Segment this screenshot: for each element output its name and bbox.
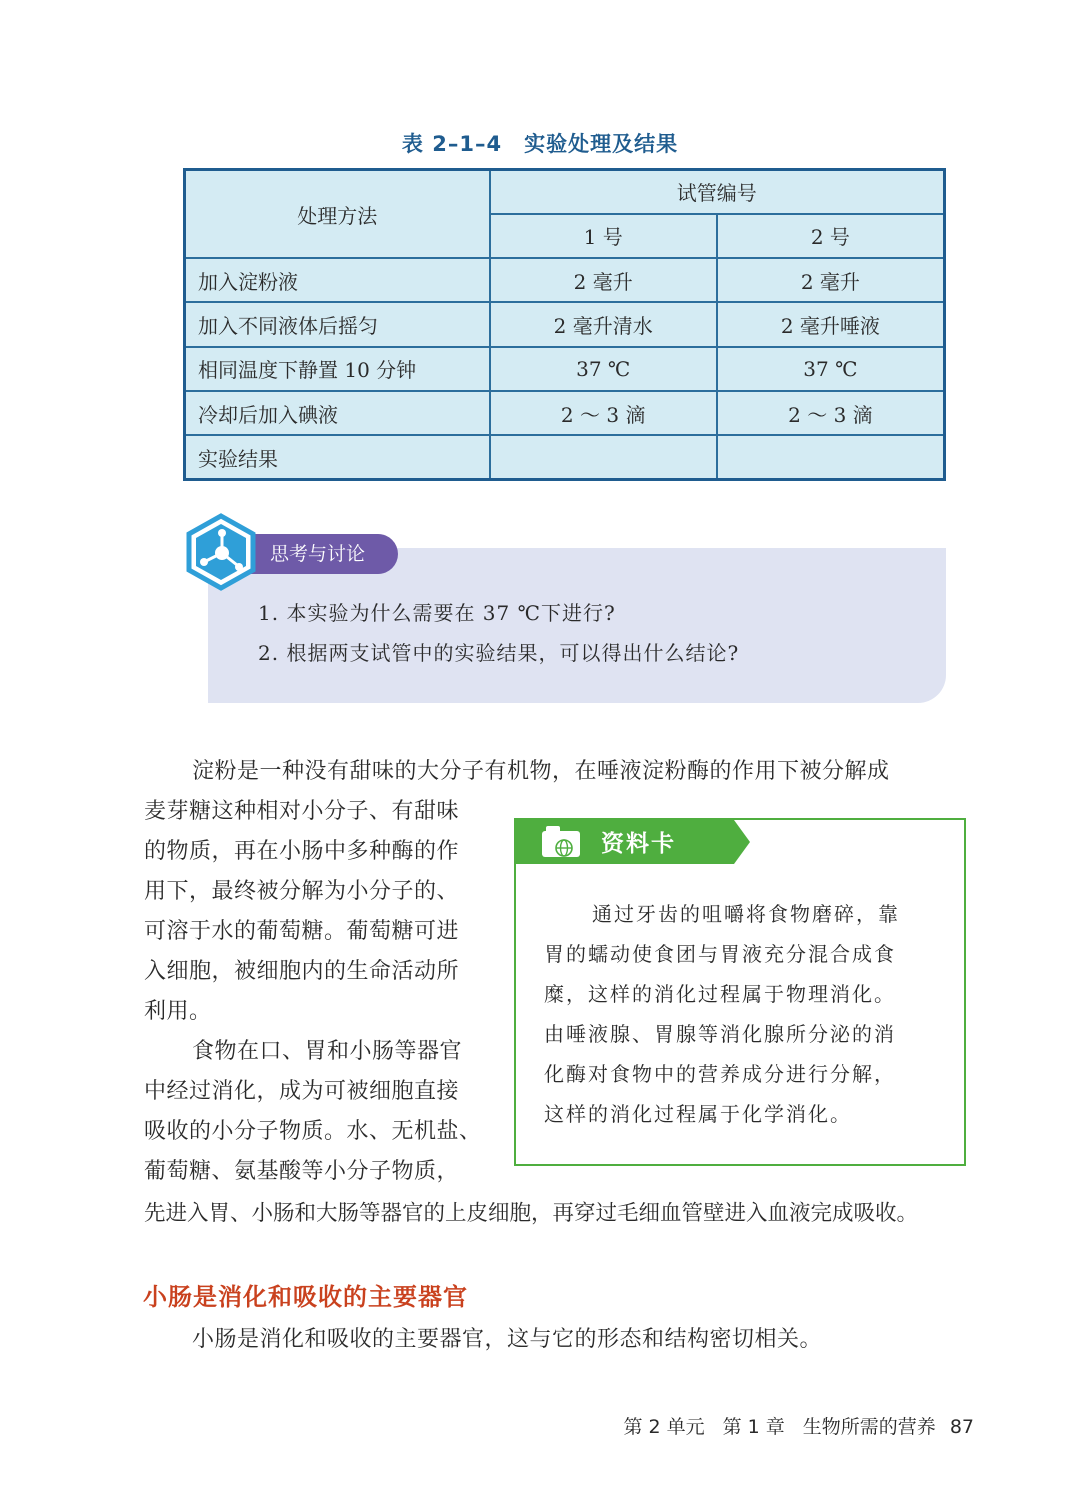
table-caption-title: 实验处理及结果 <box>524 132 679 156</box>
row-method: 冷却后加入碘液 <box>185 391 490 435</box>
body-line: 先进入胃、小肠和大肠等器官的上皮细胞，再穿过毛细血管壁进入血液完成吸收。 <box>144 1201 919 1226</box>
body-line: 用下，最终被分解为小分子的、 <box>144 879 460 904</box>
info-card-title: 资料卡 <box>601 831 676 857</box>
row-method: 相同温度下静置 10 分钟 <box>185 347 490 391</box>
page-footer <box>605 1412 974 1439</box>
body-line: 食物在口、胃和小肠等器官 <box>192 1039 463 1064</box>
row-method: 加入不同液体后摇匀 <box>185 302 490 346</box>
discussion-title: 思考与讨论 <box>246 534 398 574</box>
globe-icon <box>552 836 576 860</box>
row-tube2: 2 毫升唾液 <box>717 302 945 346</box>
table-caption <box>0 128 1080 158</box>
body-line: 吸收的小分子物质。水、无机盐、 <box>144 1119 482 1144</box>
row-tube1 <box>490 435 717 479</box>
info-card-line: 通过牙齿的咀嚼将食物磨碎，靠 <box>592 902 900 926</box>
info-card-line: 这样的消化过程属于化学消化。 <box>544 1102 852 1126</box>
footer-title: 生物所需的营养 <box>802 1416 936 1438</box>
body-line: 的物质，再在小肠中多种酶的作 <box>144 839 460 864</box>
row-tube1: 2 毫升 <box>490 258 717 302</box>
table-row <box>185 435 945 479</box>
row-method: 加入淀粉液 <box>185 258 490 302</box>
row-tube2: 2 毫升 <box>717 258 945 302</box>
footer-chapter: 第 1 章 <box>722 1416 785 1438</box>
body-line: 中经过消化，成为可被细胞直接 <box>144 1079 460 1104</box>
row-tube2: 37 ℃ <box>717 347 945 391</box>
body-line: 葡萄糖、氨基酸等小分子物质， <box>144 1159 460 1184</box>
discussion-question: 2. 根据两支试管中的实验结果，可以得出什么结论? <box>258 641 740 665</box>
table-header-row <box>185 170 945 214</box>
experiment-table <box>183 168 946 481</box>
body-line: 可溶于水的葡萄糖。葡萄糖可进 <box>144 919 460 944</box>
header-tube2: 2 号 <box>717 214 945 258</box>
footer-unit: 第 2 单元 <box>623 1416 705 1438</box>
row-tube2: 2 ～ 3 滴 <box>717 391 945 435</box>
header-method: 处理方法 <box>185 170 490 259</box>
row-tube1: 2 ～ 3 滴 <box>490 391 717 435</box>
table-row <box>185 347 945 391</box>
discussion-question: 1. 本实验为什么需要在 37 ℃下进行? <box>258 601 616 625</box>
info-card-line: 化酶对食物中的营养成分进行分解， <box>544 1062 896 1086</box>
body-line: 利用。 <box>144 999 212 1024</box>
table-caption-number: 表 2–1–4 <box>401 132 503 156</box>
header-tube-group: 试管编号 <box>490 170 945 214</box>
info-card-line: 由唾液腺、胃腺等消化腺所分泌的消 <box>544 1022 896 1046</box>
body-line: 入细胞，被细胞内的生命活动所 <box>144 959 460 984</box>
page-number: 87 <box>949 1416 974 1438</box>
molecule-icon <box>182 513 260 591</box>
row-tube1: 37 ℃ <box>490 347 717 391</box>
body-line: 麦芽糖这种相对小分子、有甜味 <box>144 799 460 824</box>
section-heading: 小肠是消化和吸收的主要器官 <box>143 1283 468 1311</box>
info-card-line: 糜，这样的消化过程属于物理消化。 <box>544 982 896 1006</box>
row-tube1: 2 毫升清水 <box>490 302 717 346</box>
header-tube1: 1 号 <box>490 214 717 258</box>
table-row <box>185 302 945 346</box>
table-row <box>185 391 945 435</box>
row-tube2 <box>717 435 945 479</box>
row-method: 实验结果 <box>185 435 490 479</box>
table-row <box>185 258 945 302</box>
body-line: 淀粉是一种没有甜味的大分子有机物，在唾液淀粉酶的作用下被分解成 <box>192 759 890 784</box>
section-text: 小肠是消化和吸收的主要器官，这与它的形态和结构密切相关。 <box>192 1327 823 1352</box>
info-card-line: 胃的蠕动使食团与胃液充分混合成食 <box>544 942 896 966</box>
